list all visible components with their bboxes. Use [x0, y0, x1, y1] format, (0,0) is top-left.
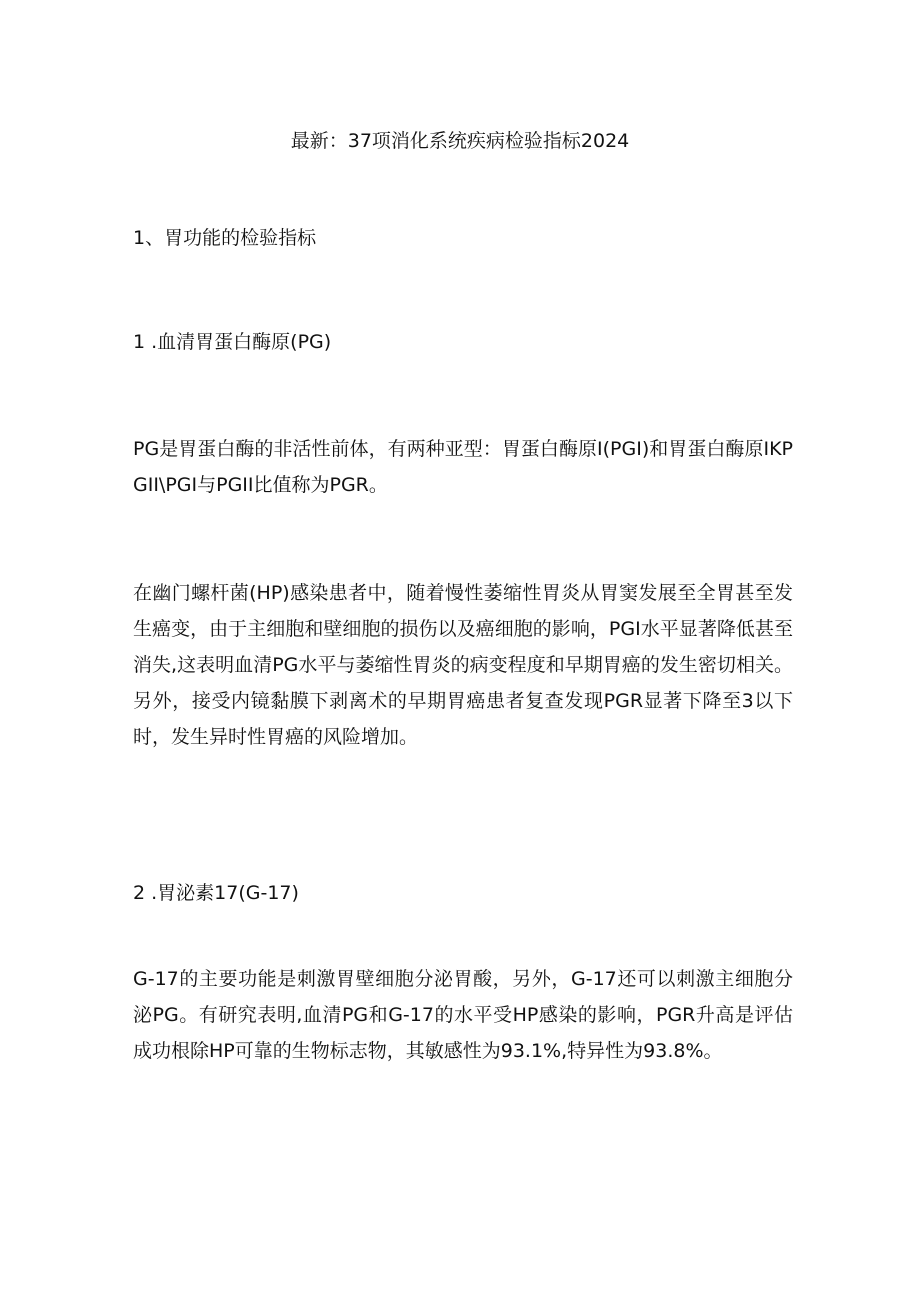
item-heading-g17: 2 .胃泌素17(G-17) — [133, 882, 299, 904]
section-heading: 1、胃功能的检验指标 — [133, 227, 317, 249]
paragraph-pg-clinical — [133, 575, 793, 755]
paragraph-pg-definition — [133, 431, 793, 503]
paragraph-text: PG是胃蛋白酶的非活性前体，有两种亚型：胃蛋白酶原I(PGI)和胃蛋白酶原IKPGII\PGI与PGII比值称为PGR。 — [133, 438, 793, 496]
paragraph-text: 在幽门螺杆菌(HP)感染患者中，随着慢性萎缩性胃炎从胃窦发展至全胃甚至发生癌变，由于主细胞和壁细胞的损伤以及癌细胞的影响，PGI水平显著降低甚至消失,这表明血清PG水平与萎缩性胃炎的病变程度和早期胃癌的发生密切相关。另外，接受内镜黏膜下剥离术的早期胃癌患者复查发现PGR显著下降至3以下时，发生异时性胃癌的风险增加。 — [133, 582, 793, 748]
document-title: 最新：37项消化系统疾病检验指标2024 — [290, 130, 630, 152]
item-heading-pg: 1 .血清胃蛋白酶原(PG) — [133, 331, 332, 353]
paragraph-g17 — [133, 961, 793, 1069]
paragraph-text: G-17的主要功能是刺激胃壁细胞分泌胃酸，另外，G-17还可以刺激主细胞分泌PG。有研究表明,血清PG和G-17的水平受HP感染的影响，PGR升高是评估成功根除HP可靠的生物标志物，其敏感性为93.1%,特异性为93.8%。 — [133, 968, 793, 1062]
